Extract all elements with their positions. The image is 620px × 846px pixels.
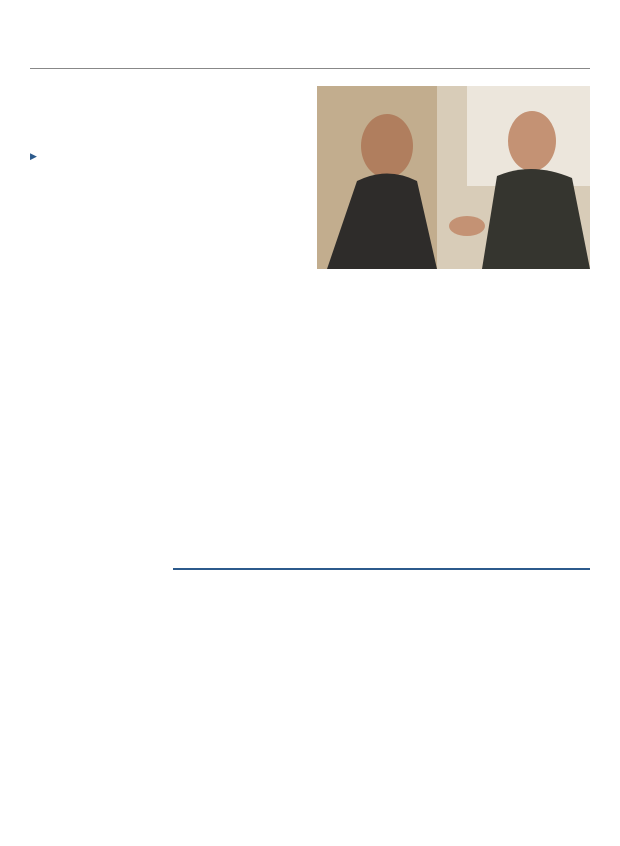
photo-illustration — [317, 86, 590, 269]
segunda-category — [173, 568, 590, 572]
triangle-bullet-icon: ▶ — [30, 152, 37, 162]
article-column-1 — [30, 236, 166, 240]
header-rule — [30, 68, 590, 69]
page-header-right — [582, 34, 590, 51]
article-photo — [317, 86, 590, 269]
